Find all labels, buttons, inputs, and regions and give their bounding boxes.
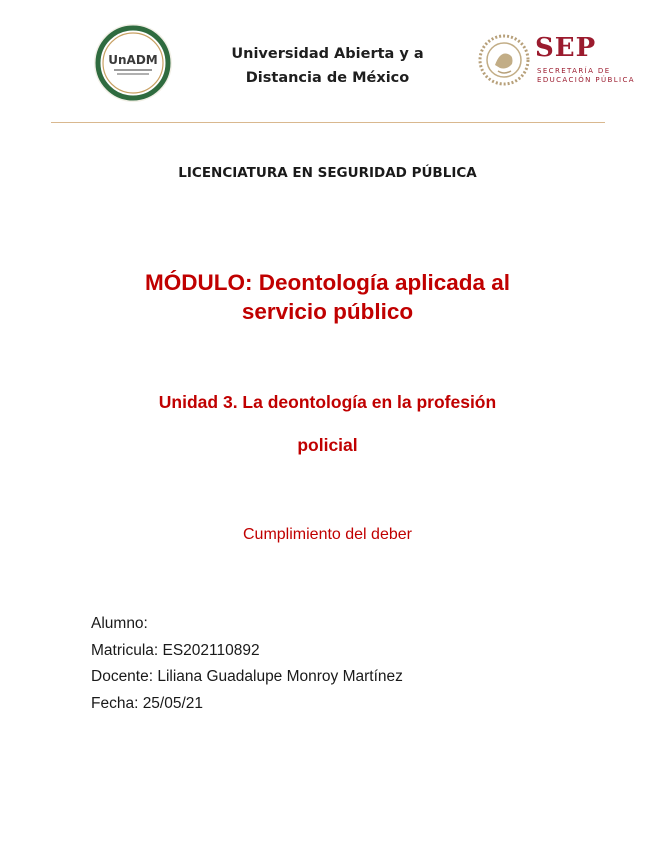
degree-title: LICENCIATURA EN SEGURIDAD PÚBLICA — [178, 165, 477, 181]
student-info — [91, 611, 403, 717]
unit-title-line-2: policial — [297, 435, 358, 455]
unit-title-line-1: Unidad 3. La deontología en la profesión — [158, 392, 497, 412]
submission-date: Fecha: 25/05/21 — [91, 694, 204, 712]
university-name-line-2: Distancia de México — [245, 70, 410, 86]
module-title-line-1: MÓDULO: Deontología aplicada al — [144, 270, 511, 295]
sep-logo — [478, 34, 643, 90]
student-name: Alumno: — [91, 615, 148, 632]
unadm-logo-text: UnADM — [108, 53, 158, 67]
document-header — [0, 0, 655, 125]
national-seal-icon — [478, 34, 530, 86]
sep-subtitle — [537, 67, 635, 85]
teacher-name: Docente: Liliana Guadalupe Monroy Martínez — [91, 668, 403, 685]
sep-subtitle-line-1: SECRETARÍA DE — [537, 67, 611, 75]
header-divider — [51, 122, 605, 123]
university-name-line-1: Universidad Abierta y a — [231, 46, 424, 62]
student-id: Matricula: ES202110892 — [91, 641, 260, 659]
module-title-line-2: servicio público — [241, 299, 414, 324]
sep-title: SEP — [535, 33, 597, 63]
module-title — [60, 268, 595, 326]
university-name — [195, 42, 460, 90]
topic-title: Cumplimiento del deber — [243, 526, 412, 543]
unit-title — [60, 381, 595, 467]
sep-subtitle-line-2: EDUCACIÓN PÚBLICA — [537, 76, 636, 84]
unadm-logo — [92, 22, 174, 104]
